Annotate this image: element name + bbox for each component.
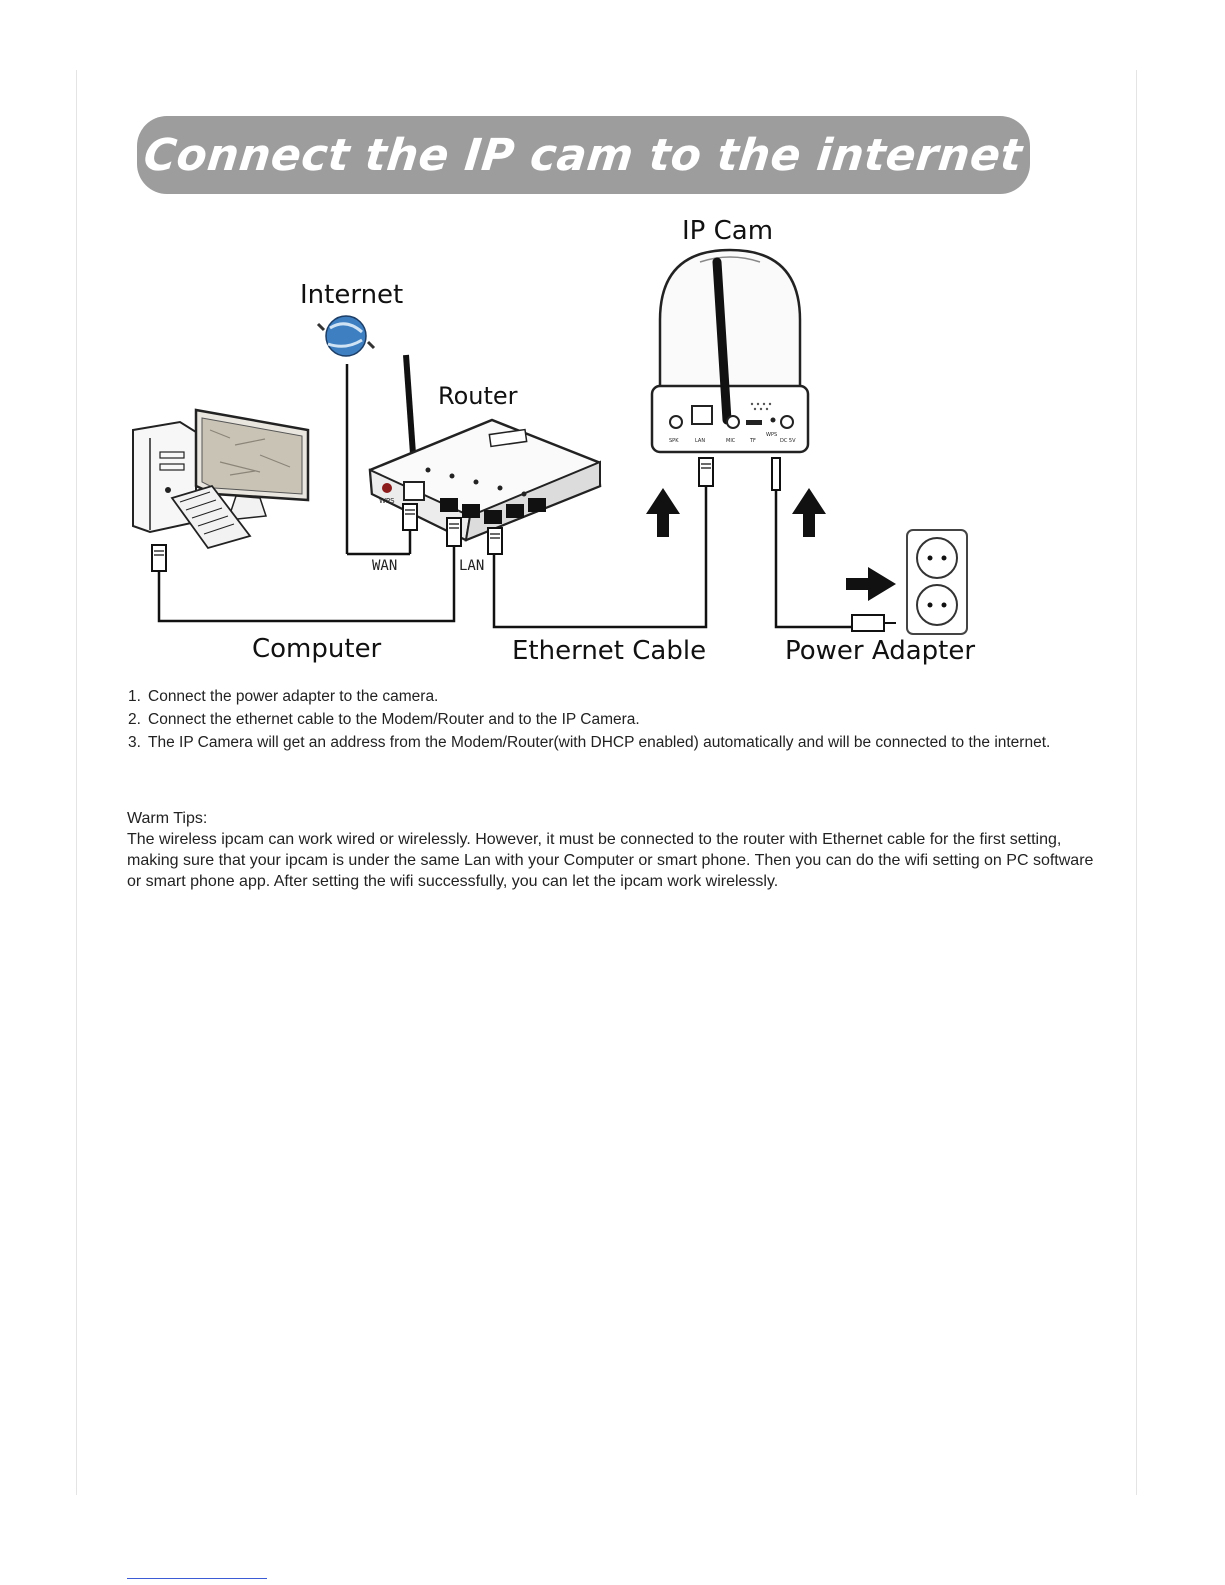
camera-port-wps: WPS	[766, 432, 778, 438]
step-item: 1. Connect the power adapter to the camera.	[128, 688, 439, 705]
router-wps-label: WPS	[379, 497, 395, 505]
router-wan-plug	[403, 504, 417, 530]
camera-port-mic: MIC	[726, 438, 736, 444]
label-router: Router	[438, 382, 518, 410]
step-item: 3. The IP Camera will get an address from the Modem/Router(with DHCP enabled) automatically and will be connected to the internet.	[128, 734, 1051, 751]
computer-rj45-plug	[152, 545, 166, 571]
setup-steps	[128, 685, 1088, 754]
camera-port-dc: DC 5V	[780, 438, 796, 444]
label-computer: Computer	[252, 634, 382, 664]
label-ip-cam: IP Cam	[682, 216, 774, 246]
computer-cable	[159, 546, 454, 621]
internet-globe-icon	[318, 316, 374, 356]
connection-diagram	[0, 0, 1225, 700]
page-title: Connect the IP cam to the internet	[141, 129, 1026, 181]
ip-camera-illustration	[652, 250, 808, 452]
label-wan-port: WAN	[372, 558, 398, 574]
up-arrow-icon	[646, 488, 680, 537]
right-arrow-icon	[846, 567, 896, 601]
label-power-adapter: Power Adapter	[785, 636, 976, 666]
bottom-link-underline	[127, 1578, 267, 1579]
tips-title: Warm Tips:	[127, 810, 208, 827]
camera-port-spk: SPK	[669, 438, 679, 444]
label-ethernet-cable: Ethernet Cable	[512, 636, 707, 666]
camera-port-lan: LAN	[695, 438, 706, 444]
power-adapter-plug	[852, 615, 884, 631]
wall-outlet-icon	[907, 530, 967, 634]
step-item: 2. Connect the ethernet cable to the Modem/Router and to the IP Camera.	[128, 711, 640, 728]
label-lan-port: LAN	[459, 558, 485, 574]
camera-dc-plug	[772, 458, 780, 490]
computer-illustration	[133, 410, 308, 548]
camera-port-tf: TF	[750, 438, 756, 444]
label-internet: Internet	[300, 280, 404, 310]
tips-body: The wireless ipcam can work wired or wirelessly. However, it must be connected to the router with Ethernet cable for the first setting, making sure that your ipcam is under the same Lan with your Computer or smart phone. Then you can do the wifi setting on PC software or smart phone app. After setting the wifi successfully, you can let the ipcam work wirelessly.	[127, 831, 1094, 890]
up-arrow-icon	[792, 488, 826, 537]
warm-tips	[127, 809, 1102, 892]
camera-rj45-plug	[699, 458, 713, 486]
router-lan-plug-computer	[447, 518, 461, 546]
router-lan-plug-camera	[488, 528, 502, 554]
